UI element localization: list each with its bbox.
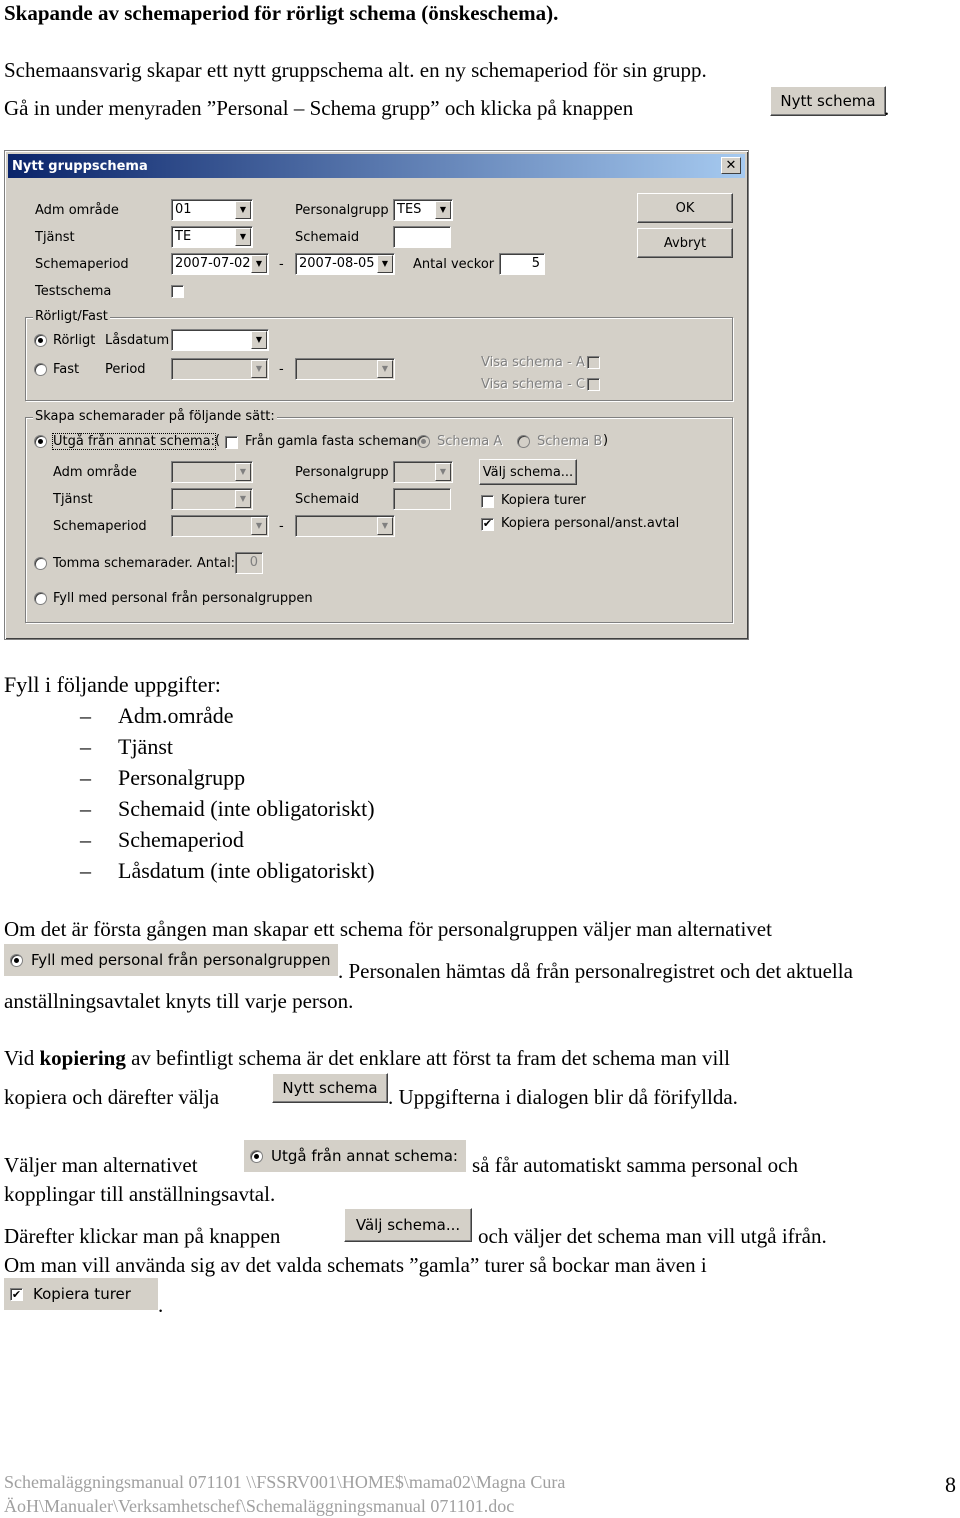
fast-period-from-select[interactable] — [171, 358, 269, 380]
utga-option-text: Utgå från annat schema: — [271, 1147, 458, 1165]
schemaid-label: Schemaid — [295, 230, 360, 245]
fyll-label: Fyll med personal från personalgruppen — [53, 591, 313, 606]
rorligt-radio[interactable] — [34, 334, 47, 347]
para1-line3: anställningsavtalet knyts till varje person. — [4, 989, 354, 1013]
kopiera-turer-text: Kopiera turer — [33, 1285, 131, 1303]
chevron-down-icon[interactable]: ▼ — [251, 360, 267, 378]
period-dash: - — [279, 257, 284, 272]
check-icon: ✔ — [11, 1287, 22, 1301]
list-item: Tjänst — [118, 734, 173, 759]
chevron-down-icon[interactable]: ▼ — [251, 517, 267, 535]
schemaperiod2-to-select[interactable] — [295, 515, 395, 537]
period-from-value: 2007-07-02 — [175, 256, 251, 271]
utga-label: Utgå från annat schema: — [53, 434, 216, 449]
fast-label: Fast — [53, 362, 80, 377]
tjanst-value: TE — [175, 229, 192, 244]
para4-pre: Därefter klickar man på knappen — [4, 1224, 281, 1248]
kopiera-turer-image — [4, 1278, 158, 1310]
para3-pre: Väljer man alternativet — [4, 1153, 198, 1177]
kopiera-turer-checkbox[interactable] — [481, 495, 494, 508]
bullet-dash: – — [80, 827, 91, 852]
fyll-option-text: Fyll med personal från personalgruppen — [31, 951, 331, 969]
para1-line2: . Personalen hämtas då från personalregistret och det aktuella — [338, 959, 853, 983]
valj-schema-button[interactable]: Välj schema... — [479, 459, 577, 485]
intro-line-2-end: . — [884, 96, 890, 120]
period-from-select[interactable] — [171, 253, 269, 275]
schemaperiod-label: Schemaperiod — [35, 257, 129, 272]
dialog-title: Nytt gruppschema — [12, 158, 148, 174]
para1-line1: Om det är första gången man skapar ett schema för personalgruppen väljer man alternativet — [4, 917, 772, 941]
bullet-dash: – — [80, 858, 91, 883]
chevron-down-icon[interactable]: ▼ — [377, 360, 393, 378]
fyll-radio[interactable] — [34, 592, 47, 605]
dialog-titlebar — [8, 154, 745, 178]
para4-line2: Om man vill använda sig av det valda schemats ”gamla” turer så bockar man även i — [4, 1253, 707, 1277]
adm-omrade2-select[interactable] — [171, 461, 253, 483]
adm-omrade-value: 01 — [175, 202, 192, 217]
schemaid2-input[interactable] — [393, 488, 451, 510]
valj-schema-button-image: Välj schema... — [344, 1208, 472, 1242]
fast-period-dash: - — [279, 362, 284, 377]
period-to-select[interactable] — [295, 253, 395, 275]
tomma-label: Tomma schemarader. Antal: — [53, 556, 236, 571]
adm-omrade-select[interactable] — [171, 199, 253, 221]
list-item: Personalgrupp — [118, 765, 246, 790]
tomma-antal-input[interactable]: 0 — [235, 552, 263, 574]
para4-end: . — [158, 1293, 164, 1317]
schemaperiod2-dash: - — [279, 519, 284, 534]
chevron-down-icon[interactable]: ▼ — [377, 517, 393, 535]
radio-icon — [10, 954, 23, 967]
bullet-dash: – — [80, 734, 91, 759]
para2-line1 — [4, 1045, 730, 1071]
rorligt-fast-title: Rörligt/Fast — [35, 309, 108, 324]
fast-period-to-select[interactable] — [295, 358, 395, 380]
testschema-checkbox[interactable] — [171, 285, 184, 298]
visa-schema-c-label: Visa schema - C — [481, 377, 585, 392]
bullet-dash: – — [80, 765, 91, 790]
footer-line1: Schemaläggningsmanual 071101 \\FSSRV001\HOME$\mama02\Magna Cura — [4, 1472, 566, 1492]
adm-omrade2-label: Adm område — [53, 465, 137, 480]
para2-pre: Vid — [4, 1046, 40, 1070]
list-item: Schemaperiod — [118, 827, 244, 852]
lasdatum-select[interactable] — [171, 329, 269, 351]
chevron-down-icon[interactable]: ▼ — [235, 228, 251, 246]
chevron-down-icon[interactable]: ▼ — [235, 490, 251, 508]
chevron-down-icon[interactable]: ▼ — [435, 201, 451, 219]
utga-radio[interactable] — [34, 435, 47, 448]
rorligt-label: Rörligt — [53, 333, 96, 348]
para2-line2-post: . Uppgifterna i dialogen blir då förifyllda. — [388, 1085, 738, 1109]
kopiera-turer-label: Kopiera turer — [501, 493, 586, 508]
para2-line2-pre: kopiera och därefter välja — [4, 1085, 220, 1109]
testschema-label: Testschema — [35, 284, 112, 299]
tjanst2-select[interactable] — [171, 488, 253, 510]
footer-line2: ÄoH\Manualer\Verksamhetschef\Schemaläggningsmanual 071101.doc — [4, 1496, 515, 1516]
kopiera-personal-checkbox[interactable]: ✔ — [482, 518, 493, 530]
lasdatum-label: Låsdatum — [105, 333, 170, 348]
schemaid-input[interactable] — [393, 226, 451, 248]
personalgrupp2-label: Personalgrupp — [295, 465, 389, 480]
chevron-down-icon[interactable]: ▼ — [377, 255, 393, 273]
visa-schema-c-checkbox[interactable] — [587, 378, 600, 391]
schemaperiod2-label: Schemaperiod — [53, 519, 147, 534]
tjanst-label: Tjänst — [35, 230, 75, 245]
radio-icon — [250, 1150, 263, 1163]
utga-option-image — [244, 1140, 466, 1172]
fran-gamla-checkbox[interactable] — [225, 436, 238, 449]
antal-veckor-label: Antal veckor — [413, 257, 495, 272]
ok-button[interactable]: OK — [637, 193, 733, 223]
close-icon[interactable]: ✕ — [721, 157, 741, 174]
bullet-dash: – — [80, 796, 91, 821]
schemaperiod2-from-select[interactable] — [171, 515, 269, 537]
heading: Skapande av schemaperiod för rörligt schema (önskeschema). — [4, 1, 559, 25]
avbryt-button[interactable]: Avbryt — [637, 228, 733, 258]
adm-omrade-label: Adm område — [35, 203, 119, 218]
para4-post: och väljer det schema man vill utgå ifrån. — [478, 1224, 827, 1248]
schema-b-radio[interactable] — [517, 435, 530, 448]
chevron-down-icon[interactable]: ▼ — [251, 255, 267, 273]
personalgrupp-value: TES — [397, 202, 422, 217]
nytt-schema-button-image-2: Nytt schema — [272, 1073, 388, 1103]
personalgrupp-label: Personalgrupp — [295, 203, 389, 218]
period-to-value: 2007-08-05 — [299, 256, 375, 271]
list-item: Låsdatum (inte obligatoriskt) — [118, 858, 375, 883]
paren-open: ( — [215, 433, 221, 448]
nytt-schema-button-image: Nytt schema — [770, 86, 886, 116]
intro-line-1: Schemaansvarig skapar ett nytt gruppschema alt. en ny schemaperiod för sin grupp. — [4, 58, 707, 82]
schema-a-label: Schema A — [437, 434, 503, 449]
fyll-i-heading: Fyll i följande uppgifter: — [4, 672, 221, 697]
tomma-radio[interactable] — [34, 557, 47, 570]
list-item: Schemaid (inte obligatoriskt) — [118, 796, 375, 821]
para3-post: så får automatiskt samma personal och — [472, 1153, 798, 1177]
fran-gamla-label: Från gamla fasta scheman — [245, 434, 418, 449]
list-item: Adm.område — [118, 703, 234, 728]
chevron-down-icon[interactable]: ▼ — [235, 463, 251, 481]
skapa-title: Skapa schemarader på följande sätt: — [35, 409, 275, 424]
tjanst2-label: Tjänst — [53, 492, 93, 507]
personalgrupp-select[interactable] — [393, 199, 453, 221]
visa-schema-a-label: Visa schema - A — [481, 355, 585, 370]
schema-b-label: Schema B — [537, 434, 603, 449]
para2-bold: kopiering — [39, 1046, 126, 1070]
period-label: Period — [105, 362, 146, 377]
chevron-down-icon[interactable]: ▼ — [435, 463, 451, 481]
schemaid2-label: Schemaid — [295, 492, 360, 507]
nytt-gruppschema-dialog — [4, 150, 749, 640]
intro-line-2: Gå in under menyraden ”Personal – Schema grupp” och klicka på knappen — [4, 96, 634, 120]
para3-line2: kopplingar till anställningsavtal. — [4, 1182, 276, 1206]
paren-close: ) — [603, 433, 609, 448]
page-number: 8 — [945, 1472, 956, 1497]
chevron-down-icon[interactable]: ▼ — [251, 331, 267, 349]
visa-schema-a-checkbox[interactable] — [587, 356, 600, 369]
personalgrupp2-select[interactable] — [393, 461, 453, 483]
kopiera-personal-label: Kopiera personal/anst.avtal — [501, 516, 680, 531]
tjanst-select[interactable] — [171, 226, 253, 248]
fyll-option-image — [4, 944, 338, 976]
chevron-down-icon[interactable]: ▼ — [235, 201, 251, 219]
fast-radio[interactable] — [34, 363, 47, 376]
bullet-dash: – — [80, 703, 91, 728]
antal-veckor-input[interactable]: 5 — [499, 253, 545, 275]
para2-post: av befintligt schema är det enklare att först ta fram det schema man vill — [125, 1046, 730, 1070]
schema-a-radio[interactable] — [417, 435, 430, 448]
